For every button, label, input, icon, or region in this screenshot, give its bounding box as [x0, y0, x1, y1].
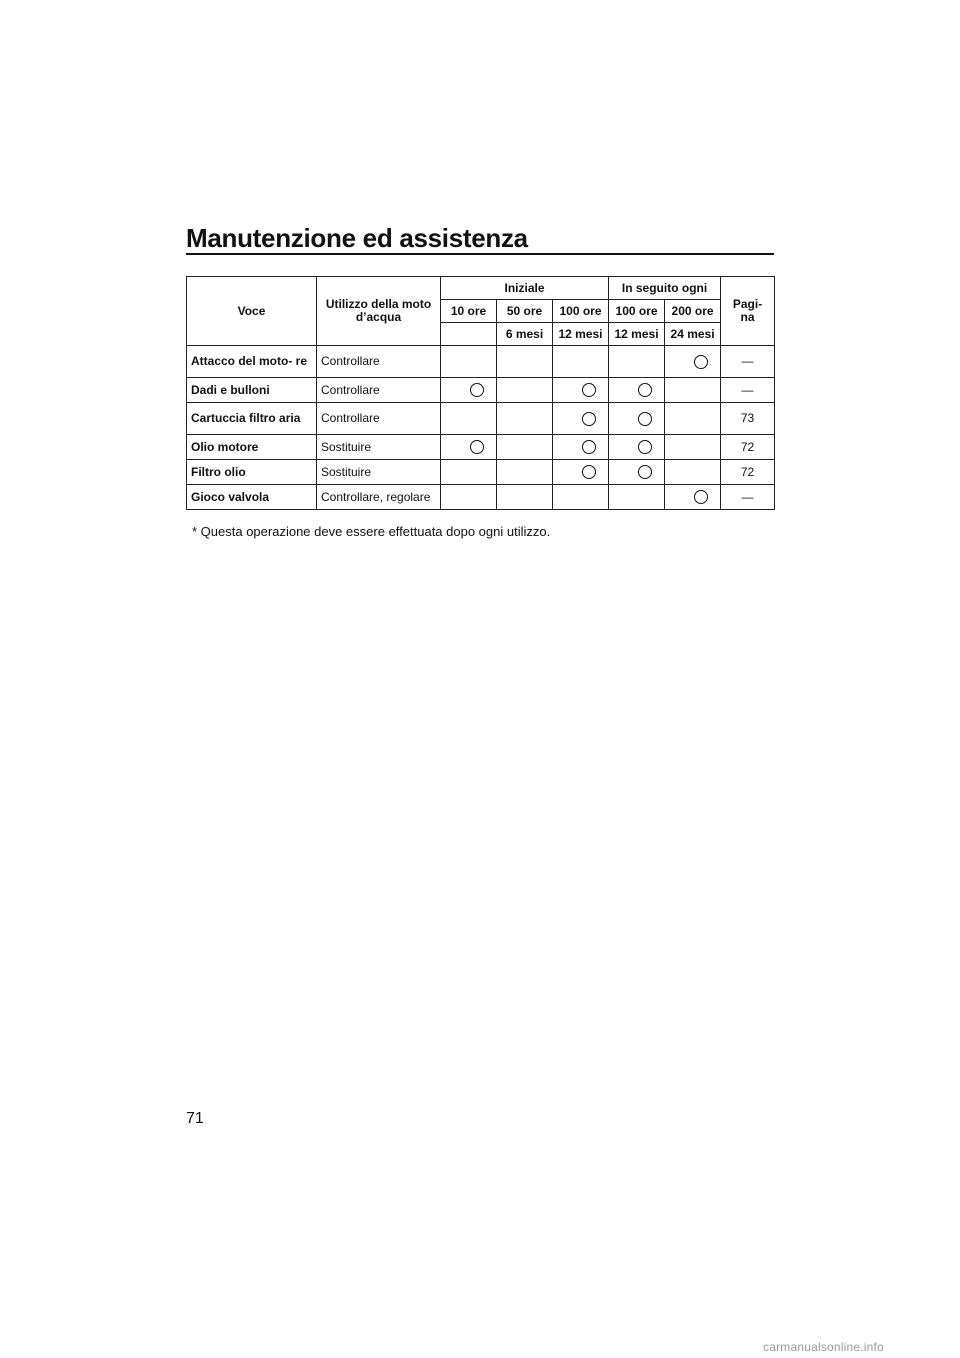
table-row: [187, 403, 775, 435]
row-action: Controllare, regolare: [317, 485, 441, 510]
circle-mark-icon: [470, 440, 484, 454]
interval-cell: [609, 403, 665, 435]
interval-cell: [441, 485, 497, 510]
circle-mark-icon: [582, 383, 596, 397]
row-page: —: [721, 485, 775, 510]
interval-cell: [609, 460, 665, 485]
circle-mark-icon: [470, 383, 484, 397]
maintenance-schedule-table: [186, 276, 775, 510]
row-page: 73: [721, 403, 775, 435]
circle-mark-icon: [638, 412, 652, 426]
interval-cell: [665, 403, 721, 435]
interval-cell: [665, 485, 721, 510]
circle-mark-icon: [694, 355, 708, 369]
row-page: —: [721, 346, 775, 378]
header-voce: Voce: [187, 277, 317, 346]
interval-cell: [441, 403, 497, 435]
header-interval-hours: 100 ore: [553, 300, 609, 323]
circle-mark-icon: [638, 440, 652, 454]
row-item: Filtro olio: [187, 460, 317, 485]
interval-cell: [553, 378, 609, 403]
row-action: Controllare: [317, 378, 441, 403]
table-row: [187, 460, 775, 485]
interval-cell: [441, 460, 497, 485]
interval-cell: [553, 485, 609, 510]
interval-cell: [665, 435, 721, 460]
circle-mark-icon: [694, 490, 708, 504]
interval-cell: [441, 435, 497, 460]
header-in-seguito: In seguito ogni: [609, 277, 721, 300]
header-interval-months: 24 mesi: [665, 323, 721, 346]
row-action: Sostituire: [317, 435, 441, 460]
interval-cell: [497, 485, 553, 510]
table-row: [187, 435, 775, 460]
interval-cell: [665, 460, 721, 485]
circle-mark-icon: [582, 465, 596, 479]
interval-cell: [665, 378, 721, 403]
header-interval-months: 12 mesi: [609, 323, 665, 346]
table-row: [187, 485, 775, 510]
header-interval-months: 6 mesi: [497, 323, 553, 346]
page-title: Manutenzione ed assistenza: [186, 223, 528, 253]
row-item: Dadi e bulloni: [187, 378, 317, 403]
interval-cell: [497, 435, 553, 460]
title-underline: [186, 253, 774, 255]
circle-mark-icon: [638, 383, 652, 397]
interval-cell: [553, 435, 609, 460]
interval-cell: [609, 346, 665, 378]
header-interval-months: 12 mesi: [553, 323, 609, 346]
header-interval-hours: 50 ore: [497, 300, 553, 323]
interval-cell: [497, 460, 553, 485]
interval-cell: [553, 403, 609, 435]
watermark: carmanualsonline.info: [763, 1340, 884, 1354]
interval-cell: [497, 346, 553, 378]
circle-mark-icon: [638, 465, 652, 479]
row-page: —: [721, 378, 775, 403]
row-action: Sostituire: [317, 460, 441, 485]
row-page: 72: [721, 435, 775, 460]
header-iniziale: Iniziale: [441, 277, 609, 300]
row-action: Controllare: [317, 403, 441, 435]
header-pagina: Pagi- na: [721, 277, 775, 346]
interval-cell: [609, 378, 665, 403]
header-interval-hours: 100 ore: [609, 300, 665, 323]
header-interval-hours: 200 ore: [665, 300, 721, 323]
interval-cell: [441, 378, 497, 403]
row-item: Gioco valvola: [187, 485, 317, 510]
footnote: * Questa operazione deve essere effettuata dopo ogni utilizzo.: [192, 524, 551, 539]
row-action: Controllare: [317, 346, 441, 378]
header-interval-months: [441, 323, 497, 346]
row-page: 72: [721, 460, 775, 485]
interval-cell: [665, 346, 721, 378]
circle-mark-icon: [582, 412, 596, 426]
table-row: [187, 378, 775, 403]
interval-cell: [553, 346, 609, 378]
page-number: 71: [186, 1110, 204, 1127]
header-utilizzo: Utilizzo della moto d’acqua: [317, 277, 441, 346]
circle-mark-icon: [582, 440, 596, 454]
interval-cell: [609, 435, 665, 460]
interval-cell: [497, 403, 553, 435]
interval-cell: [441, 346, 497, 378]
interval-cell: [497, 378, 553, 403]
interval-cell: [553, 460, 609, 485]
interval-cell: [609, 485, 665, 510]
table-row: [187, 346, 775, 378]
row-item: Olio motore: [187, 435, 317, 460]
row-item: Attacco del moto- re: [187, 346, 317, 378]
header-interval-hours: 10 ore: [441, 300, 497, 323]
row-item: Cartuccia filtro aria: [187, 403, 317, 435]
